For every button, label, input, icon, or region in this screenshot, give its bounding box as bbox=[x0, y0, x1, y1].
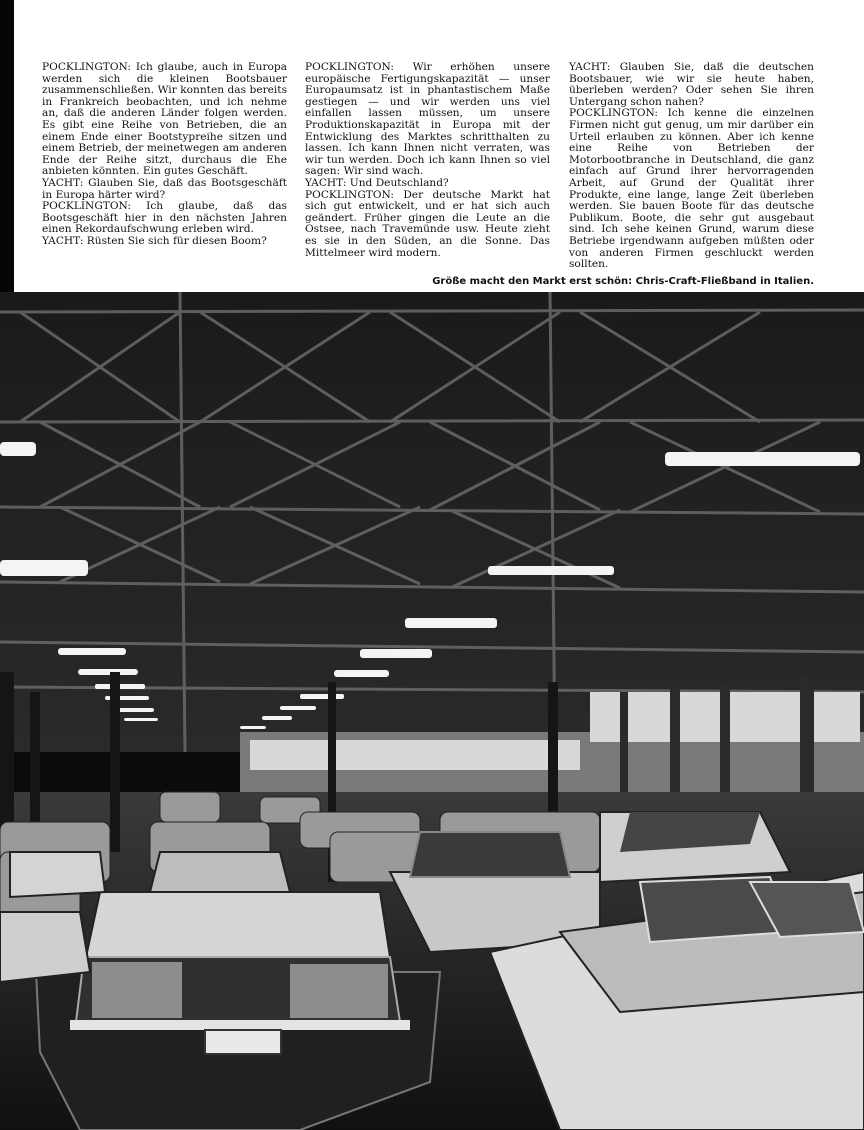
paragraph: YACHT: Und Deutschland? bbox=[305, 176, 449, 189]
paragraph: POCKLINGTON: Der deutsche Markt hat sich gut entwickelt, und er hat sich auch geändert. Früher gingen die Leute an die Ostsee, nach Travemünde usw. Heute zieht es sie in den Süden, an die Sonne. Das Mittelmeer wird modern. bbox=[305, 188, 550, 259]
photo-caption: Größe macht den Markt erst schön: Chris-Craft-Fließband in Italien. bbox=[432, 276, 814, 287]
text-column-1 bbox=[42, 62, 287, 248]
factory-hall-illustration bbox=[0, 292, 864, 1130]
interview-text bbox=[42, 62, 818, 272]
paragraph: YACHT: Glauben Sie, daß das Bootsgeschäft in Europa härter wird? bbox=[42, 176, 287, 201]
paragraph: POCKLINGTON: Ich glaube, daß das Bootsgeschäft hier in den nächsten Jahren einen Rekordaufschwung erleben wird. bbox=[42, 200, 287, 236]
paragraph: YACHT: Glauben Sie, daß die deutschen Bootsbauer, wie wir sie heute haben, überleben werden? Oder sehen Sie ihren Untergang schon nahen? bbox=[569, 61, 814, 108]
paragraph: POCKLINGTON: Ich kenne die einzelnen Firmen nicht gut genug, um mir darüber ein Urteil erlauben zu können. Aber ich kenne eine Reihe von Betrieben der Motorbootbranche in Deutschland, die ganz einfach auf Grund ihrer hervorragenden Arbeit, auf Grund der Qualität ihrer Produkte, eine lange, lange Zeit überleben werden. Sie bauen Boote für das deutsche Publikum. Boote, die sehr gut ausgebaut sind. Ich sehe keinen Grund, warum diese Betriebe irgendwann aufgeben müßten oder von anderen Firmen geschluckt werden sollten. bbox=[569, 107, 814, 271]
factory-hall-photo bbox=[0, 292, 864, 1130]
paragraph: POCKLINGTON: Ich glaube, auch in Europa werden sich die kleinen Bootsbauer zusammenschließen. Wir konnten das bereits in Frankreich beobachten, und ich nehme an, daß die anderen Länder folgen werden. Es gibt eine Reihe von Betrieben, die an einem Ende einer Bootstypreihe sitzen und einem Betrieb, der meinetwegen am anderen Ende der Reihe sitzt, durchaus die Ehe anbieten könnten. Ein gutes Geschäft. bbox=[42, 61, 287, 178]
paragraph: POCKLINGTON: Wir erhöhen unsere europäische Fertigungskapazität — unser Europaumsatz ist in phantastischem Maße gestiegen — und wir werden uns viel einfallen lassen müssen, um unsere Produktionskapazität in Europa mit der Entwicklung des Marktes schritthalten zu lassen. Ich kann Ihnen nicht verraten, was wir tun werden. Doch ich kann Ihnen so viel sagen: Wir sind wach. bbox=[305, 61, 550, 178]
paragraph: YACHT: Rüsten Sie sich für diesen Boom? bbox=[42, 234, 267, 247]
text-column-3 bbox=[569, 62, 814, 271]
text-column-2 bbox=[305, 62, 550, 259]
